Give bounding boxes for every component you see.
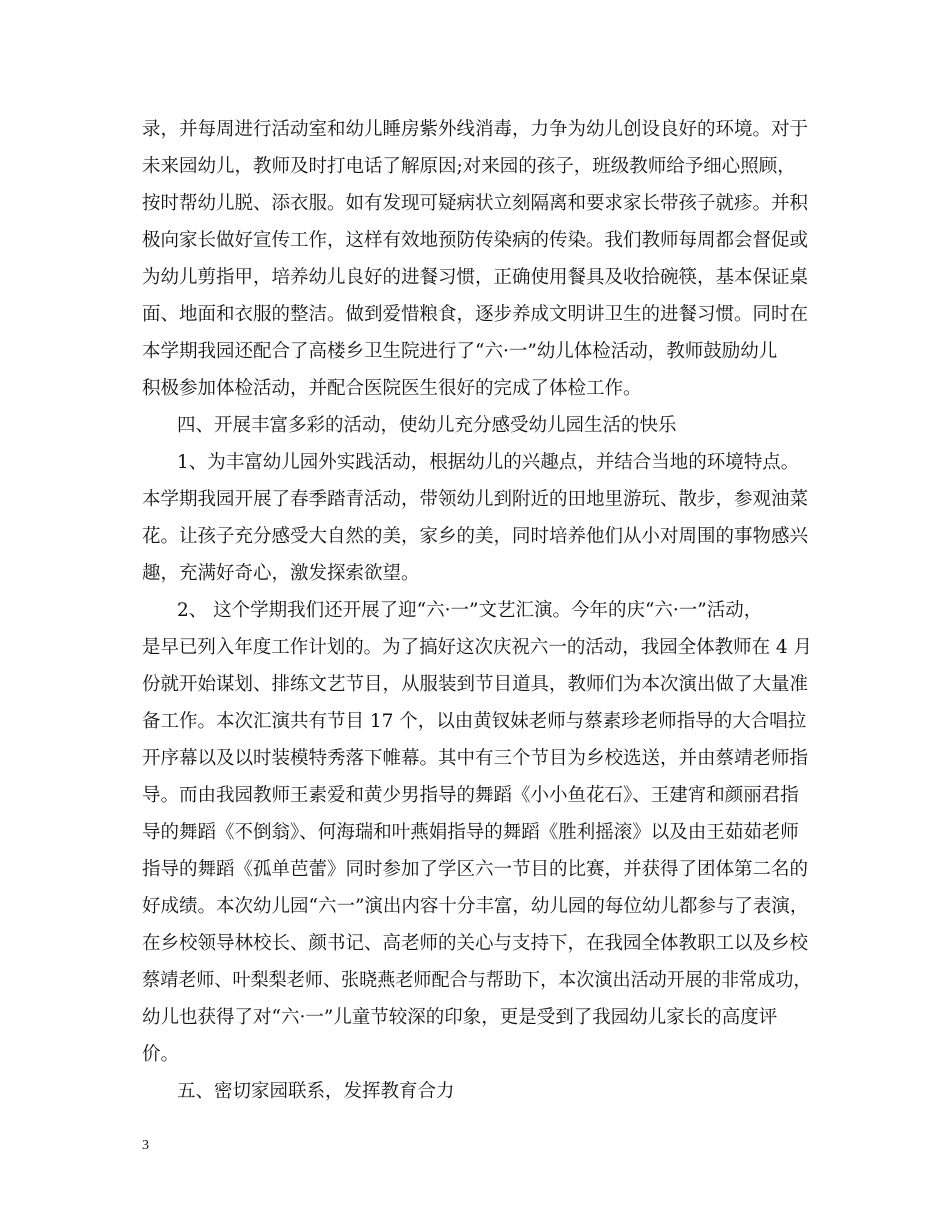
text-line: 开序幕以及以时装模特秀落下帷幕。其中有三个节目为乡校选送，并由蔡靖老师指 <box>142 748 809 769</box>
page-number: 3 <box>142 1138 149 1153</box>
text-line: 蔡靖老师、叶梨梨老师、张晓燕老师配合与帮助下，本次演出活动开展的非常成功， <box>142 970 812 991</box>
text-line: 为幼儿剪指甲，培养幼儿良好的进餐习惯，正确使用餐具及收拾碗筷，基本保证桌 <box>142 267 809 288</box>
text-line: 2、 这个学期我们还开展了迎“六·一”文艺汇演。今年的庆“六·一”活动， <box>177 600 763 621</box>
section-heading: 四、开展丰富多彩的活动，使幼儿充分感受幼儿园生活的快乐 <box>177 415 677 436</box>
text-line: 好成绩。本次幼儿园“六一”演出内容十分丰富，幼儿园的每位幼儿都参与了表演， <box>142 896 809 917</box>
text-line: 录，并每周进行活动室和幼儿睡房紫外线消毒，力争为幼儿创设良好的环境。对于 <box>142 119 809 140</box>
text-line: 价。 <box>142 1044 180 1065</box>
text-line: 极向家长做好宣传工作，这样有效地预防传染病的传染。我们教师每周都会督促或 <box>142 230 809 251</box>
text-line: 在乡校领导林校长、颜书记、高老师的关心与支持下，在我园全体教职工以及乡校 <box>142 933 809 954</box>
text-line: 导的舞蹈《不倒翁》、何海瑞和叶燕娟指导的舞蹈《胜利摇滚》以及由王茹茹老师 <box>142 822 799 843</box>
text-line: 本学期我园开展了春季踏青活动，带领幼儿到附近的田地里游玩、散步，参观油菜 <box>142 489 809 510</box>
text-line: 幼儿也获得了对“六·一”儿童节较深的印象，更是受到了我园幼儿家长的高度评 <box>142 1007 778 1028</box>
text-line: 指导的舞蹈《孤单芭蕾》同时参加了学区六一节目的比赛，并获得了团体第二名的 <box>142 859 809 880</box>
text-line: 是早已列入年度工作计划的。为了搞好这次庆祝六一的活动，我园全体教师在 4 月 <box>142 637 813 658</box>
text-line: 趣，充满好奇心，激发探索欲望。 <box>142 563 420 584</box>
text-line: 花。让孩子充分感受大自然的美，家乡的美，同时培养他们从小对周围的事物感兴 <box>142 526 809 547</box>
text-line: 本学期我园还配合了高楼乡卫生院进行了“六·一”幼儿体检活动，教师鼓励幼儿 <box>142 341 778 362</box>
text-line: 按时帮幼儿脱、添衣服。如有发现可疑病状立刻隔离和要求家长带孩子就疹。并积 <box>142 193 809 214</box>
text-line: 份就开始谋划、排练文艺节目，从服装到节目道具，教师们为本次演出做了大量准 <box>142 674 809 695</box>
section-heading: 五、密切家园联系，发挥教育合力 <box>177 1081 455 1102</box>
text-line: 备工作。本次汇演共有节目 17 个，以由黄钗妹老师与蔡素珍老师指导的大合唱拉 <box>142 711 807 732</box>
text-line: 面、地面和衣服的整洁。做到爱惜粮食，逐步养成文明讲卫生的进餐习惯。同时在 <box>142 304 809 325</box>
text-line: 未来园幼儿，教师及时打电话了解原因;对来园的孩子，班级教师给予细心照顾， <box>142 156 796 177</box>
text-line: 1、为丰富幼儿园外实践活动，根据幼儿的兴趣点，并结合当地的环境特点。 <box>177 452 800 473</box>
text-line: 导。而由我园教师王素爱和黄少男指导的舞蹈《小小鱼花石》、王建宵和颜丽君指 <box>142 785 799 806</box>
text-line: 积极参加体检活动，并配合医院医生很好的完成了体检工作。 <box>142 378 642 399</box>
